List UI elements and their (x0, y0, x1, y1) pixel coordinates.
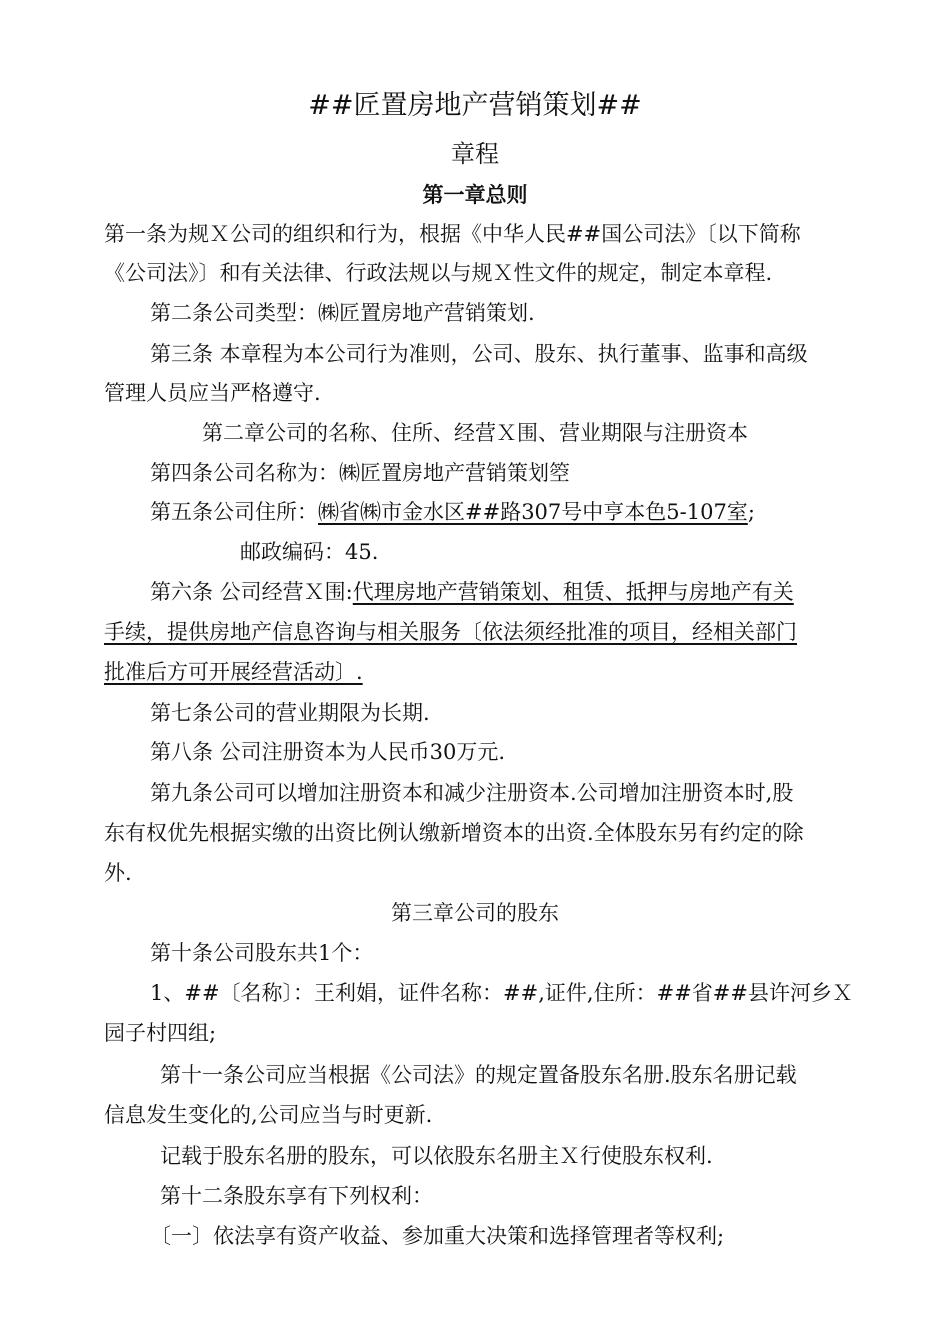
article-5 (150, 497, 755, 527)
article-9-line-1: 第九条公司可以增加注册资本和减少注册资本.公司增加注册资本时,股 (150, 781, 794, 805)
chapter-1-heading: 第一章总则 (422, 183, 528, 207)
article-12: 第十二条股东享有下列权利： (160, 1184, 433, 1208)
article-3-line-1: 第三条 本章程为本公司行为准则，公司、股东、执行董事、监事和高级 (150, 342, 808, 366)
article-5-address: ㈱省㈱市金水区##路307号中亨本色5-107室 (318, 500, 748, 524)
article-6-line-3: 批准后方可开展经营活动〕. (104, 660, 363, 684)
article-4: 第四条公司名称为：㈱匠置房地产营销策划箜 (150, 461, 570, 485)
article-6-line-1 (150, 577, 794, 607)
article-6-prefix: 第六条 公司经营Ｘ围: (150, 580, 353, 604)
right-item-1: 〔一〕依法享有资产收益、参加重大决策和选择管理者等权利; (150, 1224, 725, 1248)
article-2: 第二条公司类型：㈱匠置房地产营销策划. (150, 301, 535, 325)
article-5-prefix: 第五条公司住所： (150, 500, 318, 524)
article-3-line-2: 管理人员应当严格遵守. (104, 381, 321, 405)
postal-code: 邮政编码：45. (240, 540, 379, 564)
article-1-line-2: 《公司法》〕和有关法律、行政法规以与规Ｘ性文件的规定，制定本章程. (104, 261, 773, 285)
article-8: 第八条 公司注册资本为人民币30万元. (150, 740, 506, 764)
article-6-line-2: 手续，提供房地产信息咨询与相关服务〔依法须经批准的项目，经相关部门 (104, 620, 797, 644)
article-11-line-2: 信息发生变化的,公司应当与时更新. (104, 1103, 433, 1127)
shareholder-line-1: 1、##〔名称〕：王利娟，证件名称：##,证件,住所：##省##县许河乡Ｘ (150, 981, 853, 1005)
article-7: 第七条公司的营业期限为长期. (150, 701, 430, 725)
article-5-suffix: ; (747, 500, 755, 524)
article-9-line-3: 外. (104, 861, 132, 885)
article-6-scope-1: 代理房地产营销策划、租赁、抵押与房地产有关 (352, 580, 794, 604)
article-11-line-1: 第十一条公司应当根据《公司法》的规定置备股东名册.股东名册记载 (160, 1063, 797, 1087)
article-1-line-1: 第一条为规Ｘ公司的组织和行为，根据《中华人民##国公司法》〔以下简称 (104, 222, 801, 246)
document-title: ##匠置房地产营销策划## (308, 90, 642, 121)
article-10: 第十条公司股东共1个： (150, 941, 374, 965)
shareholder-line-2: 园子村四组; (104, 1021, 217, 1045)
chapter-3-heading: 第三章公司的股东 (391, 901, 559, 925)
shareholder-register-note: 记载于股东名册的股东，可以依股东名册主Ｘ行使股东权利. (160, 1144, 713, 1168)
chapter-2-heading: 第二章公司的名称、住所、经营Ｘ围、营业期限与注册资本 (202, 421, 748, 445)
document-subtitle: 章程 (451, 140, 499, 168)
article-9-line-2: 东有权优先根据实缴的出资比例认缴新增资本的出资.全体股东另有约定的除 (104, 821, 804, 845)
